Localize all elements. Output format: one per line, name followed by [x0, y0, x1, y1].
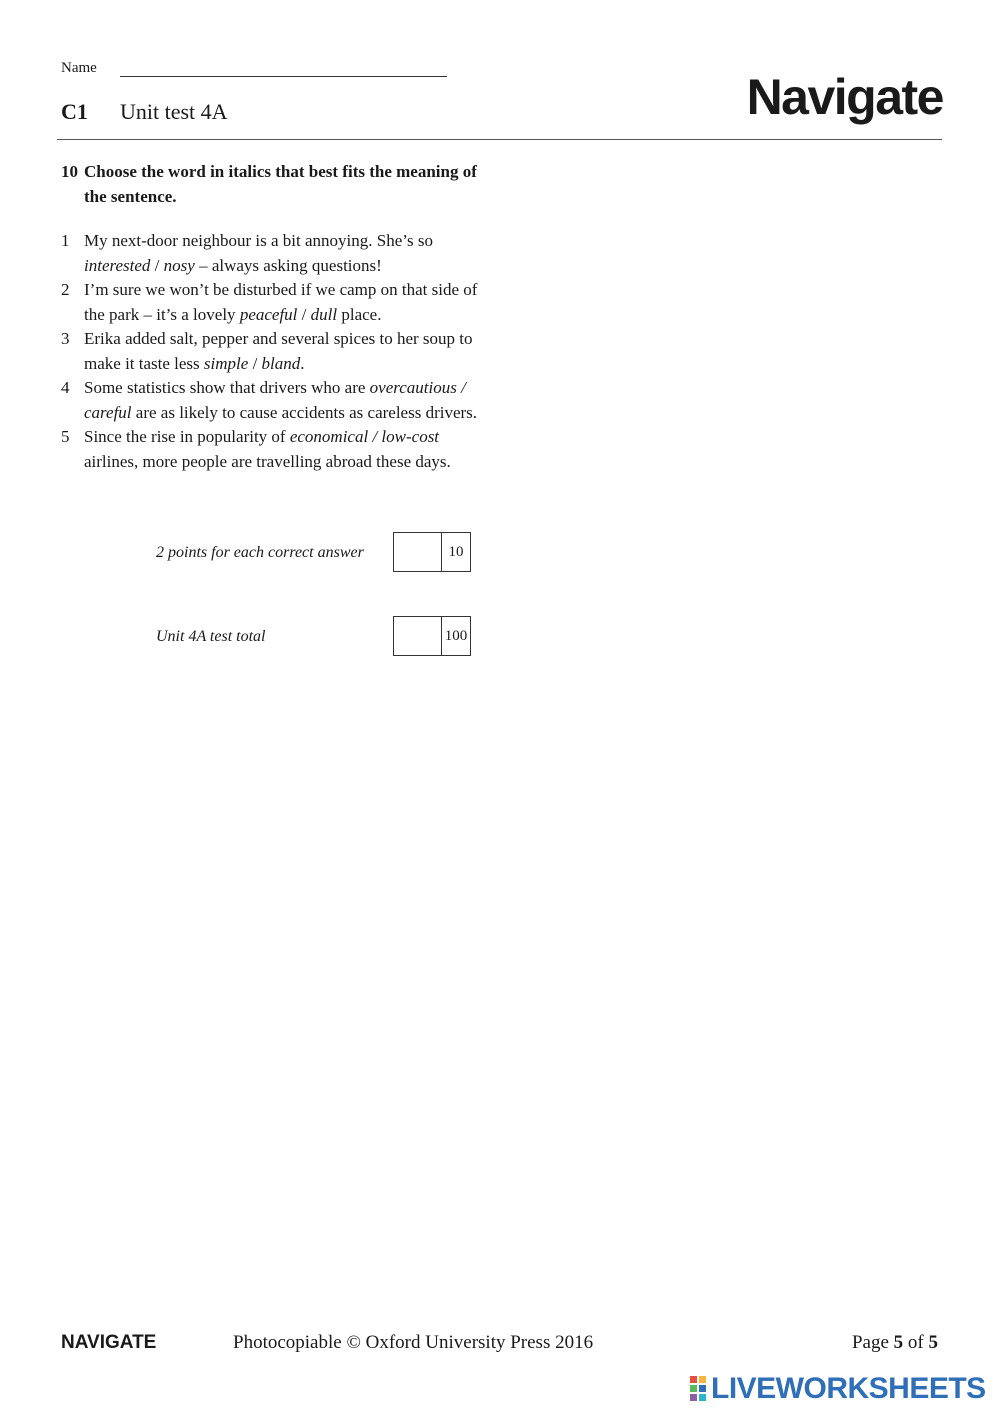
option-separator: / [297, 304, 311, 324]
liveworksheets-logo-icon [690, 1374, 708, 1404]
score-input[interactable] [394, 533, 442, 571]
question-text-after: . [300, 353, 305, 373]
question-text-before: Since the rise in popularity of [84, 427, 290, 446]
question-text-after: are as likely to cause accidents as careless drivers. [131, 402, 478, 422]
score-max: 10 [448, 544, 464, 560]
header-divider [57, 139, 942, 140]
page-total: 5 [928, 1332, 938, 1353]
page-prefix: Page [851, 1332, 894, 1353]
liveworksheets-text: LIVEWORKSHEETS [711, 1372, 986, 1405]
question-number: 4 [61, 378, 70, 397]
total-box [393, 616, 471, 656]
name-input-line[interactable] [120, 76, 447, 77]
page-current: 5 [893, 1332, 904, 1353]
option-separator: / [248, 353, 262, 373]
score-box [393, 532, 471, 572]
page-of: of [903, 1332, 929, 1353]
question-number: 5 [61, 427, 70, 446]
question-item [61, 376, 481, 425]
exercise-heading [61, 160, 481, 209]
question-list [61, 229, 481, 474]
score-label: 2 points for each correct answer [156, 544, 364, 561]
question-number: 2 [61, 280, 70, 299]
option-pair[interactable]: overcautious / careful [84, 378, 466, 422]
exercise-number: 10 [61, 162, 78, 181]
footer-brand: NAVIGATE [61, 1332, 157, 1353]
total-label: Unit 4A test total [156, 628, 266, 645]
option-pair[interactable]: economical / low-cost [289, 427, 440, 446]
option-b[interactable]: nosy [163, 255, 195, 275]
page-indicator [852, 1332, 938, 1354]
option-a[interactable]: interested [84, 255, 151, 275]
option-separator: / [150, 255, 164, 275]
question-number: 1 [61, 231, 70, 250]
total-max: 100 [444, 628, 468, 644]
question-text-before: Some statistics show that drivers who are [84, 378, 370, 397]
option-a[interactable]: simple [203, 353, 249, 373]
total-input[interactable] [394, 617, 442, 655]
option-a[interactable]: peaceful [239, 304, 298, 324]
question-text-before: Erika added salt, pepper and several spices to her soup to make it taste less [84, 329, 473, 373]
brand-logo: Navigate [746, 69, 943, 125]
question-text-before: My next-door neighbour is a bit annoying. She’s so [84, 231, 433, 250]
question-item [61, 229, 481, 278]
question-item [61, 327, 481, 376]
question-item [61, 278, 481, 327]
liveworksheets-watermark [690, 1372, 986, 1406]
question-text-after: – always asking questions! [194, 255, 382, 275]
question-item [61, 425, 481, 474]
question-text-after: place. [337, 304, 382, 324]
option-b[interactable]: bland [261, 353, 301, 373]
footer-copyright: Photocopiable © Oxford University Press 2016 [233, 1332, 594, 1353]
unit-title: Unit test 4A [120, 99, 228, 124]
name-label: Name [61, 60, 97, 76]
question-number: 3 [61, 329, 70, 348]
level-label: C1 [61, 99, 88, 124]
option-b[interactable]: dull [310, 304, 338, 324]
exercise-instruction: Choose the word in italics that best fits the meaning of the sentence. [84, 162, 477, 206]
question-text-after: airlines, more people are travelling abroad these days. [84, 451, 451, 471]
question-text-before: I’m sure we won’t be disturbed if we camp on that side of the park – it’s a lovely [84, 280, 478, 324]
